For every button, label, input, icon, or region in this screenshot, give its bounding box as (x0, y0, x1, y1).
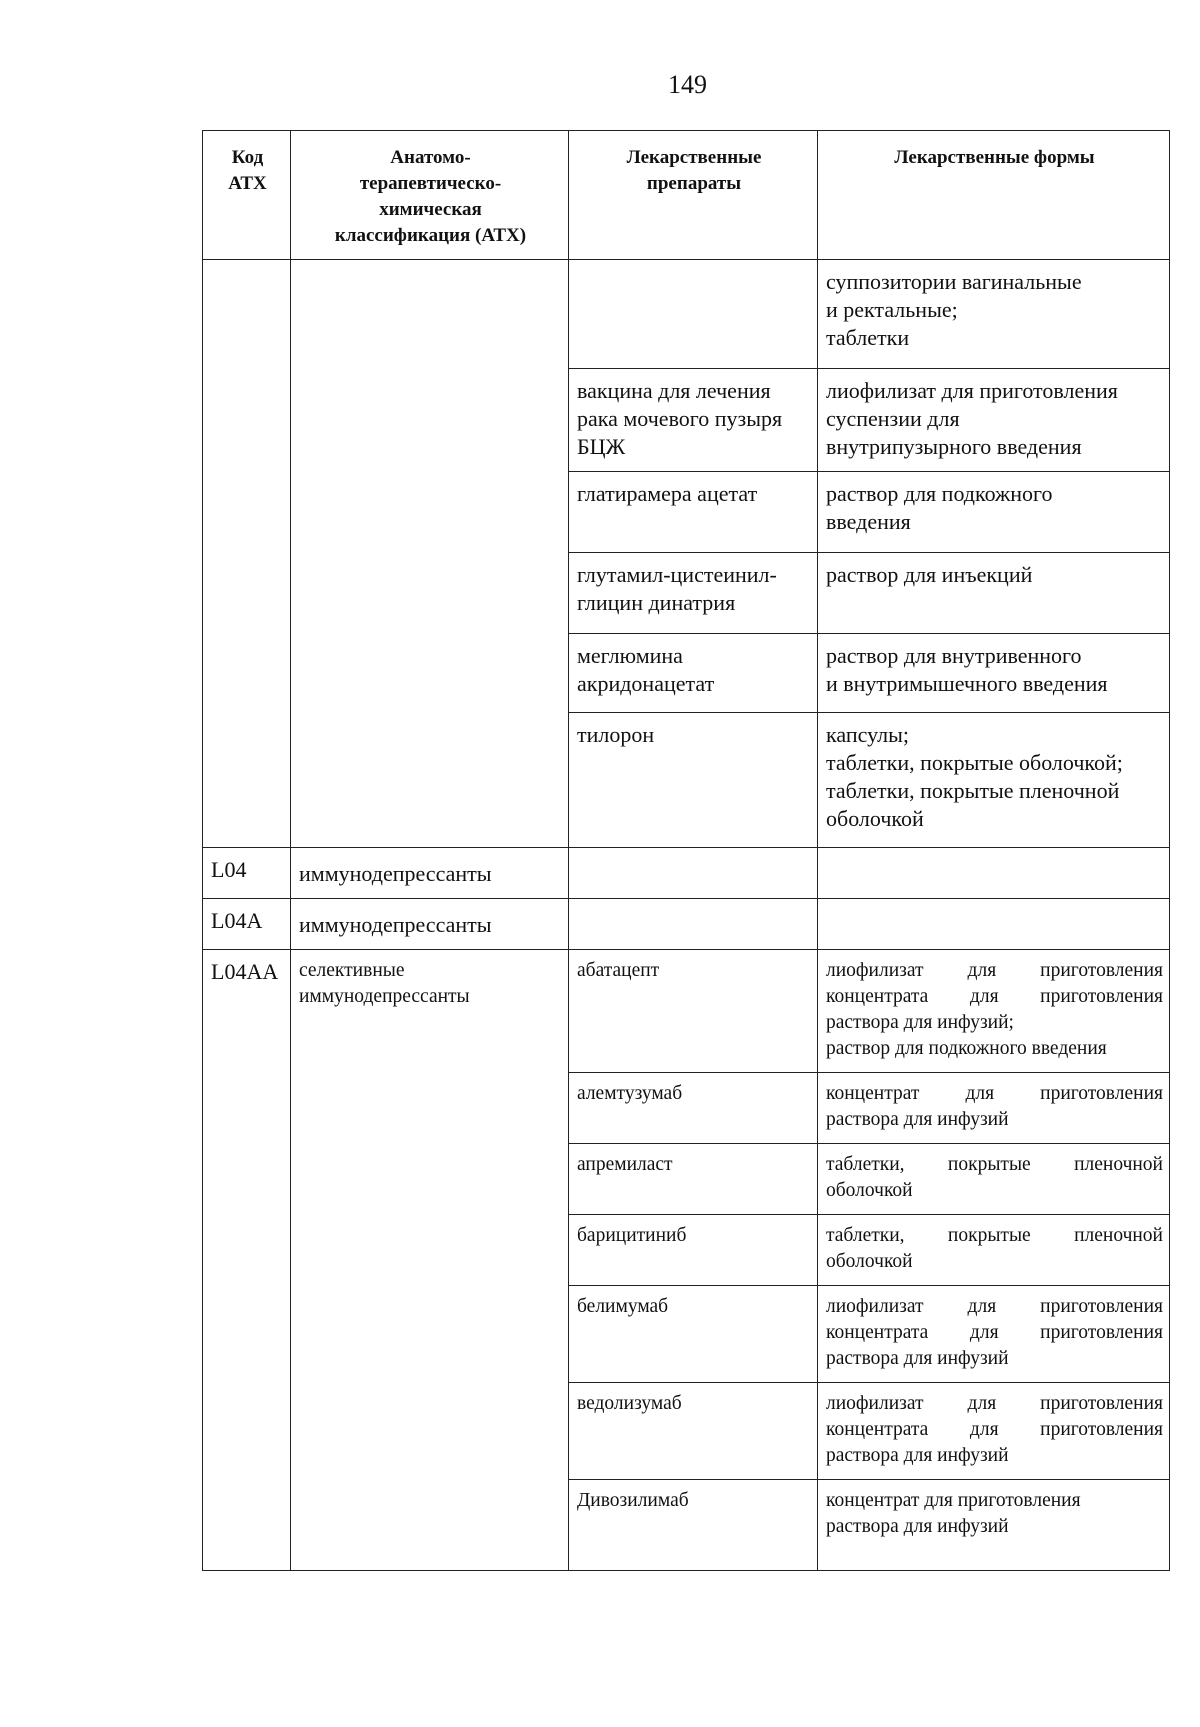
header-classification: Анатомо- терапевтическо- химическая классификация (АТХ) (291, 131, 569, 260)
classification-cell-empty (291, 260, 569, 848)
drug-cell: ведолизумаб (569, 1383, 818, 1480)
drug-cell: апремиласт (569, 1144, 818, 1215)
page-number: 149 (668, 70, 707, 99)
forms-cell-empty (818, 899, 1170, 950)
drug-cell: алемтузумаб (569, 1073, 818, 1144)
drug-cell: абатацепт (569, 950, 818, 1073)
drug-cell: меглюмина акридонацетат (569, 634, 818, 713)
drug-cell-empty (569, 260, 818, 369)
drug-cell: Дивозилимаб (569, 1480, 818, 1571)
forms-cell: суппозитории вагинальные и ректальные; таблетки (818, 260, 1170, 369)
header-drugs: Лекарственные препараты (569, 131, 818, 260)
drug-cell: белимумаб (569, 1286, 818, 1383)
table-row (203, 848, 1170, 899)
table-row (203, 260, 1170, 369)
drug-cell: глатирамера ацетат (569, 472, 818, 553)
drug-cell: глутамил-цистеинил- глицин динатрия (569, 553, 818, 634)
classification-cell: иммунодепрессанты (291, 848, 569, 899)
atc-table (202, 130, 1170, 1571)
header-forms: Лекарственные формы (818, 131, 1170, 260)
forms-cell: раствор для подкожного введения (818, 472, 1170, 553)
forms-cell: лиофилизат для приготовления концентрата для приготовления раствора для инфузий; раствор для подкожного введения (818, 950, 1170, 1073)
forms-cell: концентрат для приготовления раствора для инфузий (818, 1480, 1170, 1571)
drug-cell: барицитиниб (569, 1215, 818, 1286)
drug-cell-empty (569, 848, 818, 899)
table-header-row (203, 131, 1170, 260)
code-cell-empty (203, 260, 291, 848)
table-row (203, 899, 1170, 950)
forms-cell: лиофилизат для приготовления концентрата для приготовления раствора для инфузий (818, 1286, 1170, 1383)
forms-cell: капсулы; таблетки, покрытые оболочкой; таблетки, покрытые пленочной оболочкой (818, 713, 1170, 848)
code-cell: L04A (203, 899, 291, 950)
drug-cell-empty (569, 899, 818, 950)
header-code: Код АТХ (203, 131, 291, 260)
classification-cell: иммунодепрессанты (291, 899, 569, 950)
code-cell: L04AA (203, 950, 291, 1571)
forms-cell: раствор для инъекций (818, 553, 1170, 634)
table-row (203, 950, 1170, 1073)
drug-cell: вакцина для лечения рака мочевого пузыря БЦЖ (569, 369, 818, 472)
forms-cell: концентрат для приготовления раствора для инфузий (818, 1073, 1170, 1144)
drug-cell: тилорон (569, 713, 818, 848)
forms-cell: таблетки, покрытые пленочной оболочкой (818, 1215, 1170, 1286)
forms-cell: лиофилизат для приготовления концентрата для приготовления раствора для инфузий (818, 1383, 1170, 1480)
classification-cell: селективные иммунодепрессанты (291, 950, 569, 1571)
forms-cell: таблетки, покрытые пленочной оболочкой (818, 1144, 1170, 1215)
forms-cell: раствор для внутривенного и внутримышечного введения (818, 634, 1170, 713)
code-cell: L04 (203, 848, 291, 899)
forms-cell: лиофилизат для приготовления суспензии для внутрипузырного введения (818, 369, 1170, 472)
forms-cell-empty (818, 848, 1170, 899)
